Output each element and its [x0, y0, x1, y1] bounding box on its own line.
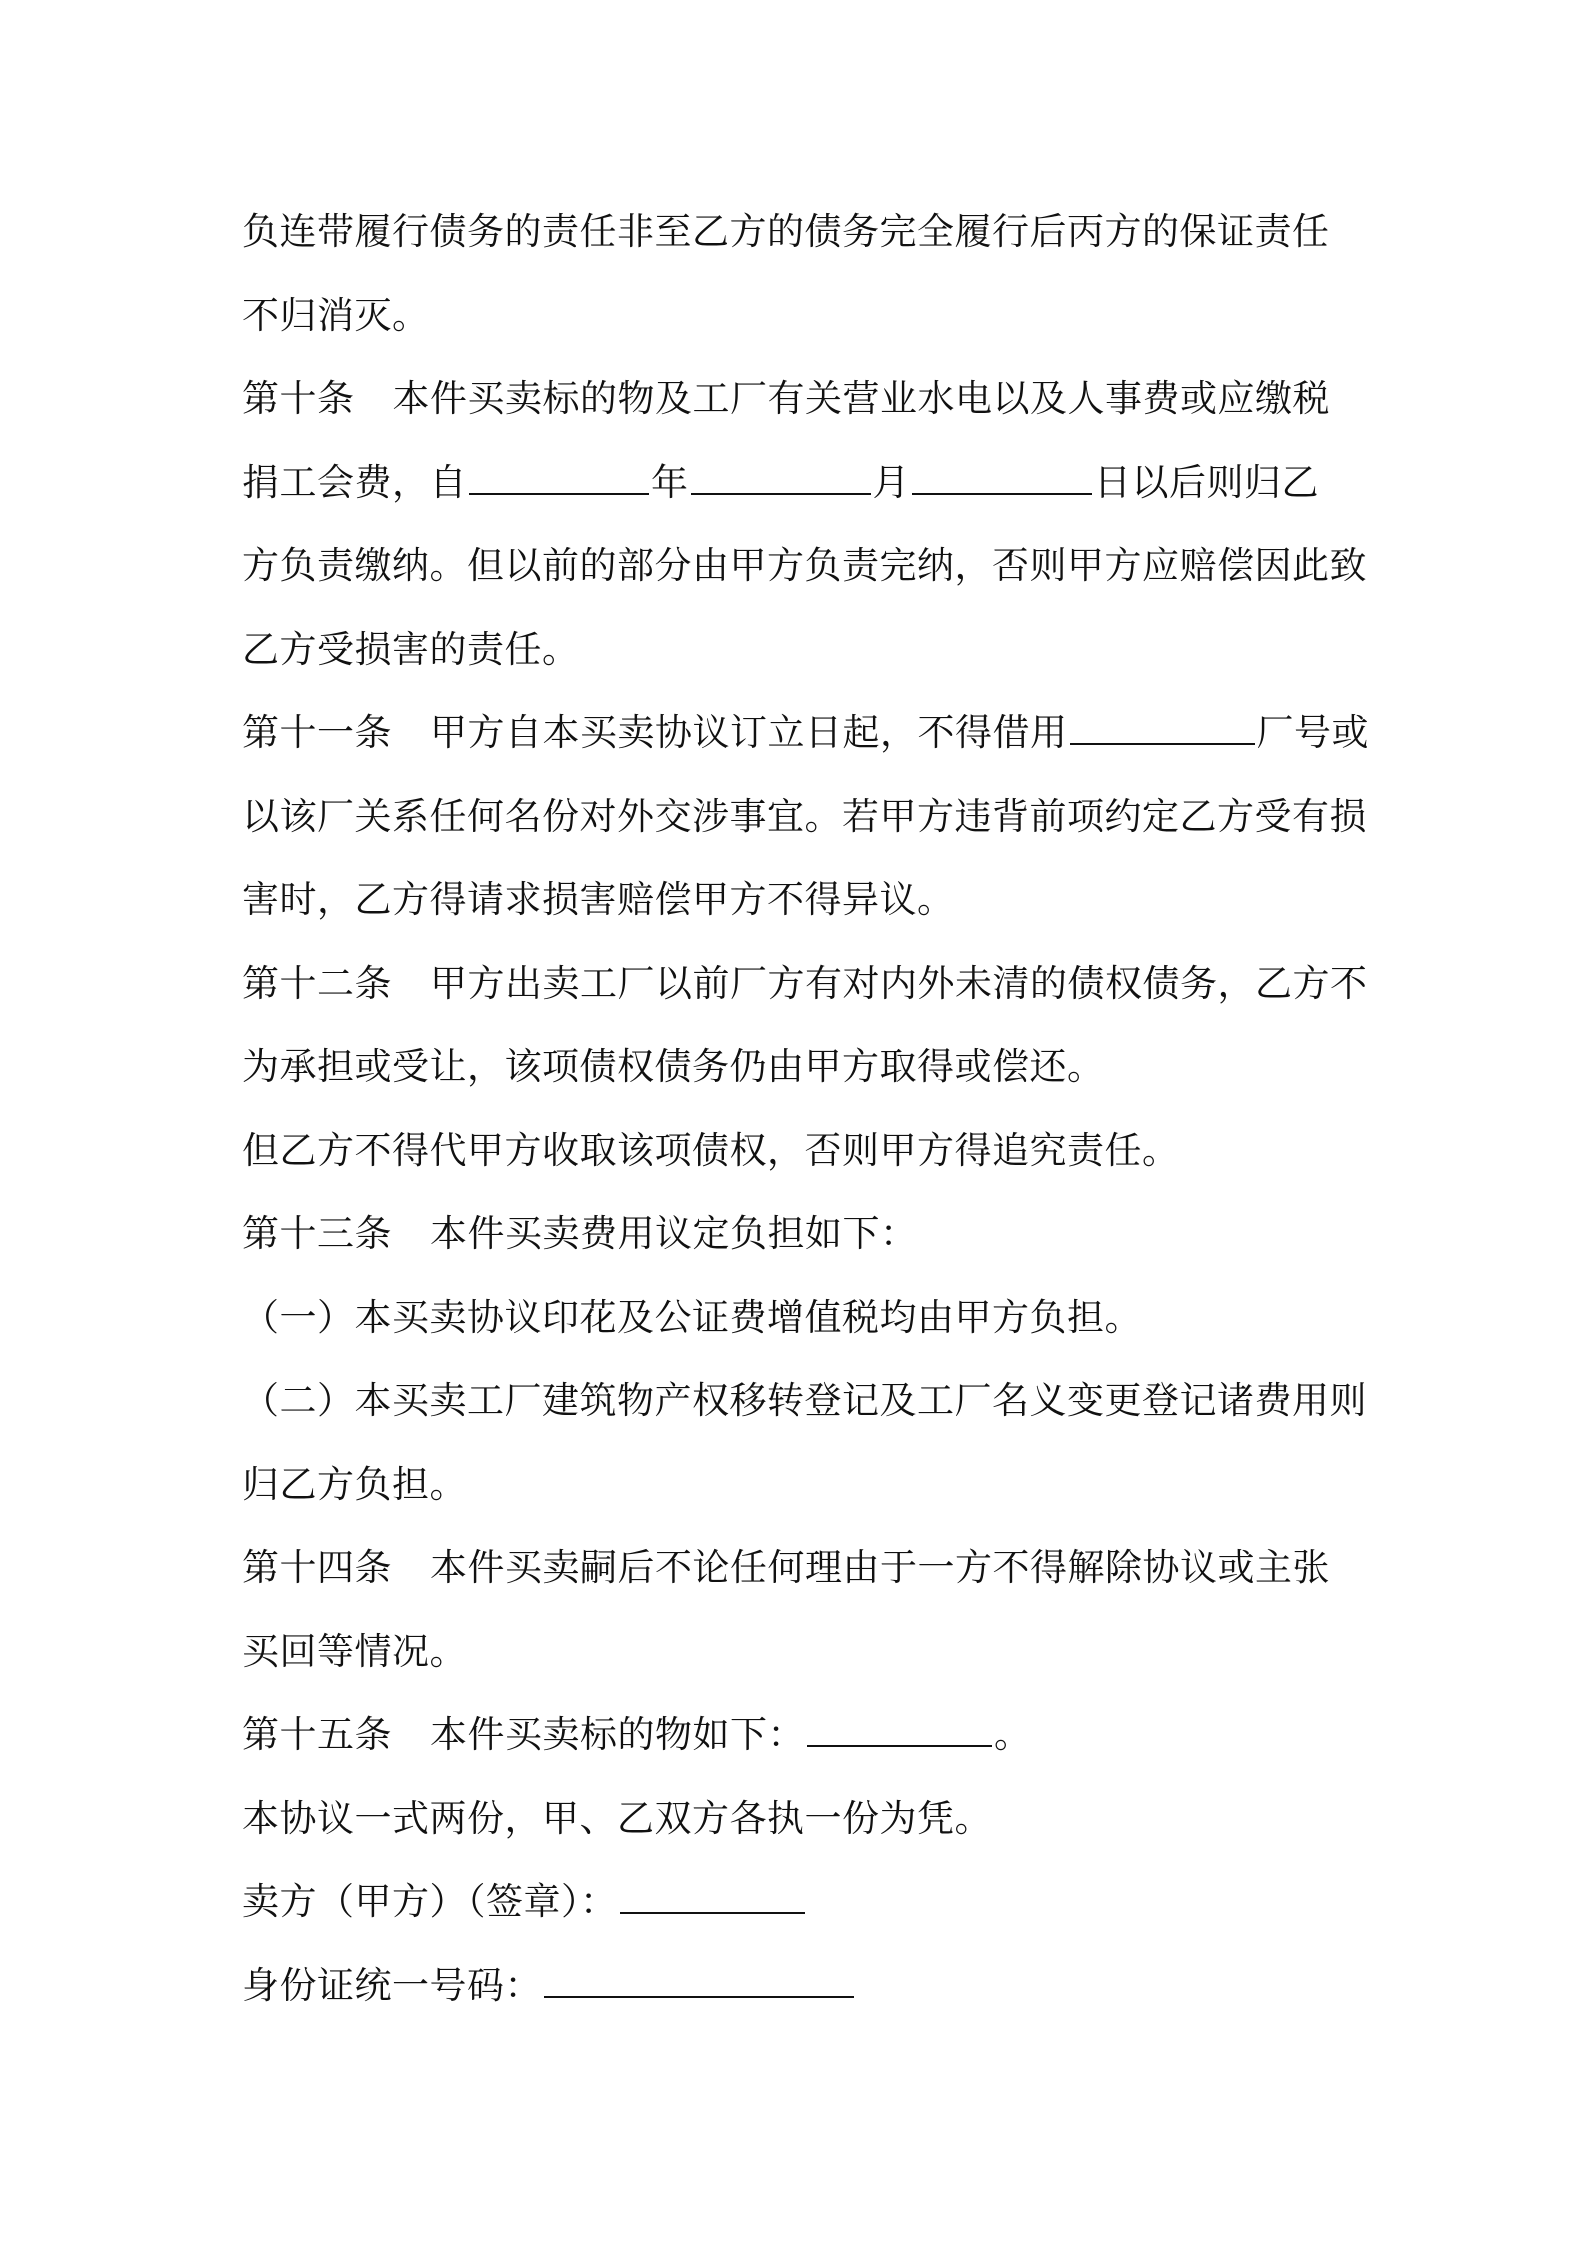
article-12-title: 第十二条 [242, 961, 392, 1005]
paragraph-line [242, 865, 1362, 949]
paragraph-line [242, 281, 1362, 365]
article-14 [242, 1533, 1362, 1617]
text-line: 以该厂关系任何名份对外交涉事宜。若甲方违背前项约定乙方受有损 [242, 794, 1367, 838]
seller-signature-line [242, 1867, 1362, 1951]
id-number-field[interactable] [544, 1956, 854, 1998]
text-segment: 捐工会费，自 [242, 460, 467, 504]
blank-subject-matter-field[interactable] [807, 1705, 992, 1747]
text-line: 买回等情况。 [242, 1629, 467, 1673]
text-line: 不归消灭。 [242, 293, 430, 337]
paragraph-line [242, 448, 1362, 532]
paragraph-line [242, 1617, 1362, 1701]
text-segment: 甲方自本买卖协议订立日起，不得借用 [430, 711, 1068, 754]
article-11-title: 第十一条 [242, 711, 392, 754]
article-14-title: 第十四条 [242, 1546, 392, 1589]
text-line: 但乙方不得代甲方收取该项债权，否则甲方得追究责任。 [242, 1128, 1180, 1172]
article-10-text: 本件买卖标的物及工厂有关营业水电以及人事费或应缴税 [392, 377, 1330, 420]
text-line: 乙方受损害的责任。 [242, 627, 580, 671]
paragraph-line [242, 615, 1362, 699]
article-10-title: 第十条 [242, 377, 355, 420]
seller-signature-field[interactable] [620, 1872, 805, 1914]
text-line: 本协议一式两份，甲、乙双方各执一份为凭。 [242, 1796, 992, 1840]
article-15-title: 第十五条 [242, 1713, 392, 1756]
article-15 [242, 1700, 1362, 1784]
blank-year-field[interactable] [469, 453, 649, 495]
seller-label: 卖方（甲方）（签章）： [242, 1880, 618, 1923]
text-segment: 厂号或 [1256, 711, 1369, 754]
text-segment: 日以后则归乙 [1094, 460, 1319, 504]
paragraph-line [242, 782, 1367, 866]
article-12-text: 甲方出卖工厂以前厂方有对内外未清的债权债务，乙方不 [430, 961, 1368, 1005]
id-label: 身份证统一号码： [242, 1963, 542, 2007]
article-13 [242, 1199, 1362, 1283]
id-number-line [242, 1951, 1362, 2035]
paragraph-line [242, 197, 1362, 281]
text-segment: 本件买卖标的物如下： [430, 1713, 805, 1756]
article-13-text: 本件买卖费用议定负担如下： [430, 1212, 918, 1255]
text-line: （一）本买卖协议印花及公证费增值税均由甲方负担。 [242, 1295, 1142, 1339]
text-line: 归乙方负担。 [242, 1462, 467, 1506]
article-14-text: 本件买卖嗣后不论任何理由于一方不得解除协议或主张 [430, 1546, 1330, 1589]
list-item [242, 1366, 1367, 1450]
text-segment: 年 [651, 460, 689, 504]
text-line: 害时，乙方得请求损害赔偿甲方不得异议。 [242, 878, 955, 921]
text-segment: 月 [872, 460, 910, 504]
article-12 [242, 949, 1368, 1033]
paragraph-line [242, 1116, 1362, 1200]
paragraph-line [242, 1450, 1362, 1534]
text-line: 为承担或受让，该项债权债务仍由甲方取得或偿还。 [242, 1045, 1105, 1088]
blank-day-field[interactable] [912, 453, 1092, 495]
article-11 [242, 698, 1369, 782]
article-13-title: 第十三条 [242, 1212, 392, 1255]
blank-factory-name-field[interactable] [1070, 703, 1255, 745]
list-item [242, 1283, 1362, 1367]
contract-body [242, 197, 1369, 2034]
text-line: 负连带履行债务的责任非至乙方的债务完全履行后丙方的保证责任 [242, 210, 1330, 253]
paragraph-line [242, 531, 1367, 615]
paragraph-line [242, 1032, 1362, 1116]
blank-month-field[interactable] [691, 453, 871, 495]
article-10 [242, 364, 1362, 448]
text-line: 方负责缴纳。但以前的部分由甲方负责完纳，否则甲方应赔偿因此致 [242, 544, 1367, 587]
text-line: （二）本买卖工厂建筑物产权移转登记及工厂名义变更登记诸费用则 [242, 1379, 1367, 1422]
copies-clause [242, 1784, 1362, 1868]
text-segment: 。 [994, 1713, 1032, 1756]
